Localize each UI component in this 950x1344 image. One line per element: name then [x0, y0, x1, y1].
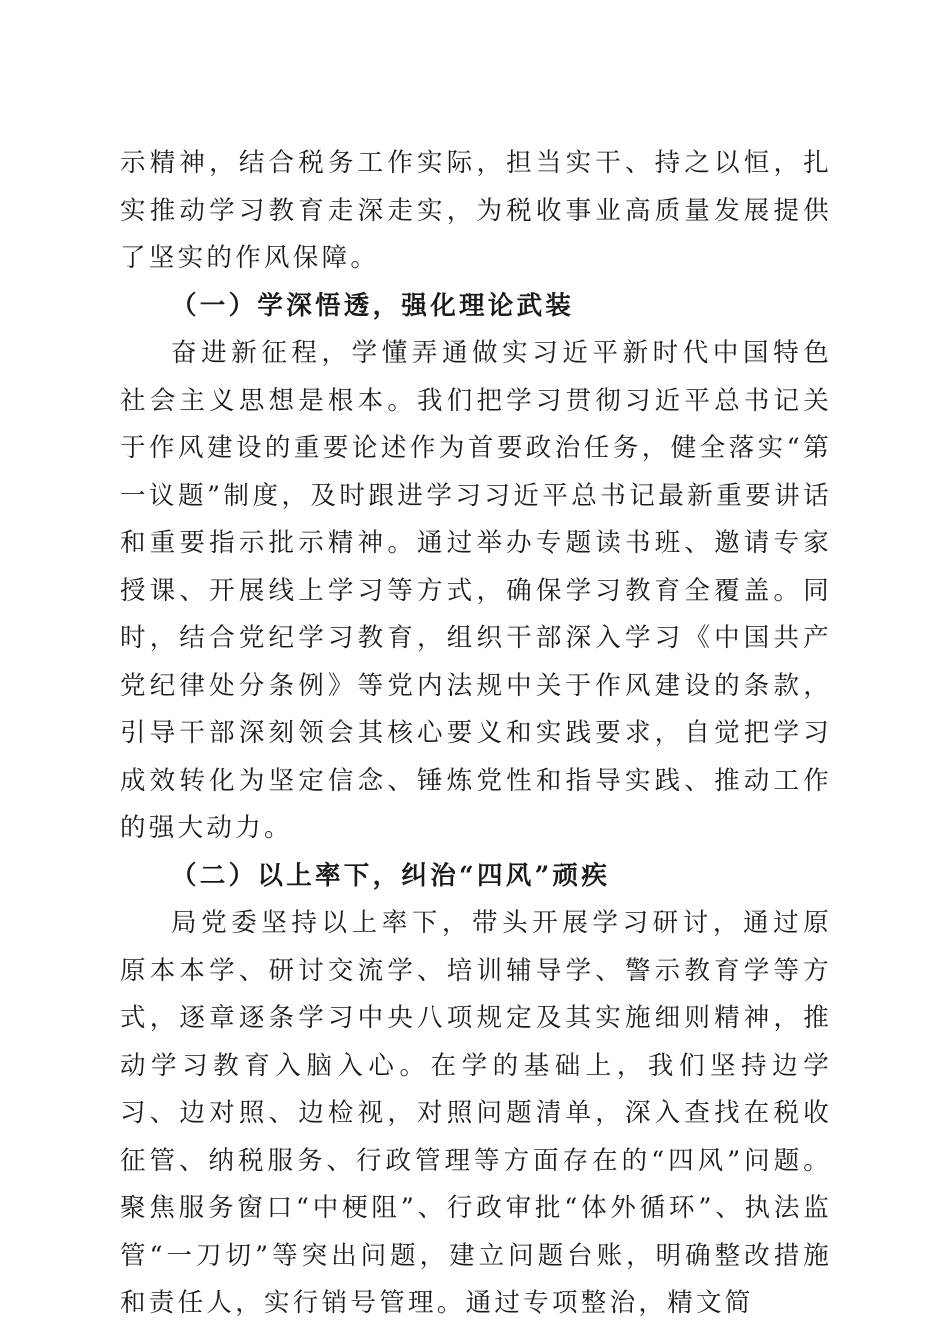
paragraph-body-2: 局党委坚持以上率下，带头开展学习研讨，通过原原本本学、研讨交流学、培训辅导学、警示教育学等方式，逐章逐条学习中央八项规定及其实施细则精神，推动学习教育入脑入心。在学的基础上，我们坚持边学习、边对照、边检视，对照问题清单，深入查找在税收征管、纳税服务、行政管理等方面存在的“四风”问题。聚焦服务窗口“中梗阻”、行政审批“体外循环”、执法监管“一刀切”等突出问题，建立问题台账，明确整改措施和责任人，实行销号管理。通过专项整治，精文简	[120, 908, 832, 1318]
section-heading-1: （一）学深悟透，强化理论武装	[171, 290, 575, 321]
document-body	[120, 140, 832, 1328]
paragraph-body-1: 奋进新征程，学懂弄通做实习近平新时代中国特色社会主义思想是根本。我们把学习贯彻习近平总书记关于作风建设的重要论述作为首要政治任务，健全落实“第一议题”制度，及时跟进学习习近平总书记最新重要讲话和重要指示批示精神。通过举办专题读书班、邀请专家授课、开展线上学习等方式，确保学习教育全覆盖。同时，结合党纪学习教育，组织干部深入学习《中国共产党纪律处分条例》等党内法规中关于作风建设的条款，引导干部深刻领会其核心要义和实践要求，自觉把学习成效转化为坚定信念、锤炼党性和指导实践、推动工作的强大动力。	[120, 338, 832, 843]
paragraph-continuation: 示精神，结合税务工作实际，担当实干、持之以恒，扎实推动学习教育走深走实，为税收事业高质量发展提供了坚实的作风保障。	[120, 148, 832, 273]
section-heading-2: （二）以上率下，纠治“四风”顽疾	[171, 860, 611, 891]
